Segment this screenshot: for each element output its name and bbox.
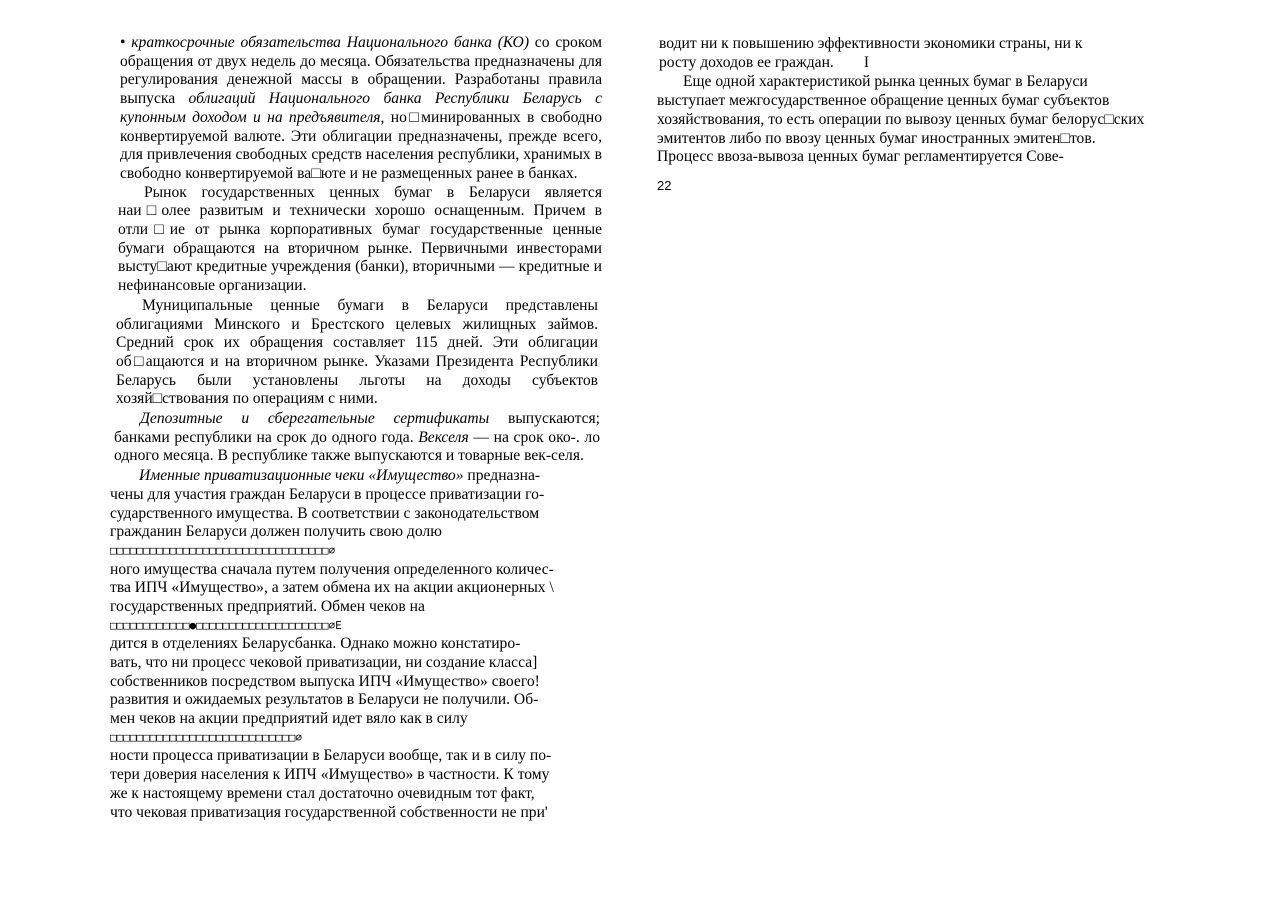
paragraph-ko	[110, 34, 602, 184]
garbled-line: □□□□□□□□□□□□□□□□□□□□□□□□□□□□□□□□□∅	[110, 543, 336, 557]
paragraph-certificates	[110, 410, 600, 466]
text-line: ности процесса приватизации в Беларуси вообще, так и в силу по-	[110, 747, 552, 765]
left-column	[110, 34, 602, 822]
paragraph-text: со сроком обращения от двух недель до месяца. Обязательства предназначены для регулирования денежной массы в обращении. Разработаны правила выпуска	[120, 34, 602, 108]
term-ko: краткосрочные обязательства Национального банка (КО)	[131, 34, 530, 51]
term-bills: Векселя	[418, 428, 469, 446]
text-line: тери доверия населения к ИПЧ «Имущество» в частности. К тому	[110, 766, 550, 784]
bullet: •	[120, 34, 126, 51]
garbled-line: □□□□□□□□□□□□●□□□□□□□□□□□□□□□□□□□□∅E	[110, 618, 342, 632]
text-line: государственных предприятий. Обмен чеков на	[110, 597, 425, 615]
garbled-line: □□□□□□□□□□□□□□□□□□□□□□□□□□□□∅	[110, 730, 303, 744]
page-number: 22	[657, 177, 672, 193]
paragraph-interstate: Еще одной характеристикой рынка ценных бумаг в Беларуси выступает межгосударственное обращение ценных бумаг субъектов хозяйствования, то есть операции по вывозу ценных бумаг белорус□ских эмитентов либо по ввозу ценных бумаг иностранных эмитен□тов. Процесс ввоза-вывоза ценных бумаг регламентируется Сове-	[657, 73, 1145, 166]
text-line: тва ИПЧ «Имущество», а затем обмена их на акции акционерных \	[110, 579, 554, 597]
paragraph-text: выпускаются; банками республики на срок до одного года.	[114, 410, 600, 446]
text-line: собственников посредством выпуска ИПЧ «Имущество» своего!	[110, 672, 540, 690]
text-line: водит ни к повышению эффективности экономики страны, ни к	[659, 35, 1083, 52]
right-column	[657, 35, 1145, 196]
paragraph-gov-securities: Рынок государственных ценных бумаг в Беларуси является наи□олее развитым и технически хорошо оснащенным. Причем в отли□ие от рынка корпоративных бумаг государственные ценные бумаги обращаются на вторичном рынке. Первичными инвесторами высту□ают кредитные учреждения (банки), вторичными — кредитные и нефинансовые организации.	[118, 183, 602, 295]
text-line: развития и ожидаемых результатов в Беларуси не получили. Об-	[110, 691, 539, 709]
paragraph-privatization	[110, 467, 580, 822]
text-line: мен чеков на акции предприятий идет вяло как в силу	[110, 710, 468, 728]
paragraph-text: — на срок око-. ло одного месяца. В республике также выпускаются и товарные век-селя.	[114, 428, 600, 465]
text-line: дится в отделениях Беларусбанка. Однако можно констатиро-	[110, 635, 521, 653]
text-line: что чековая приватизация государственной собственности не при'	[110, 803, 548, 821]
text-line: Именные приватизационные чеки «Имущество» предназна-	[139, 467, 541, 485]
paragraph-text: но□минированных в свободно конвертируемой валюте. Эти облигации предназначены, прежде всего, для привлечения свободных средств населения республики, хранимых в свободно конвертируемой ва□юте и не размещенных ранее в банках.	[120, 108, 602, 182]
term-certificates: Депозитные и сберегательные сертификаты	[140, 410, 490, 428]
term-checks: Именные приватизационные чеки «Имущество»	[139, 467, 464, 485]
paragraph-municipal: Муниципальные ценные бумаги в Беларуси представлены облигациями Минского и Брестского целевых жилищных займов. Средний срок их обращения составляет 115 дней. Эти облигации об□ащаются и на вторичном рынке. Указами Президента Республики Беларусь были установлены льготы на доходы субъектов хозяй□ствования по операциям с ними.	[116, 296, 598, 408]
paragraph-continuation	[657, 35, 1145, 72]
text-line: же к настоящему времени стал достаточно очевидным тот факт,	[110, 784, 535, 802]
text-line: чены для участия граждан Беларуси в процессе приватизации го-	[110, 485, 545, 503]
text-line: росту доходов ее граждан. I	[659, 53, 870, 71]
text-line: ного имущества сначала путем получения определенного количес-	[110, 560, 554, 578]
text-line: сударственного имущества. В соответствии с законодательством	[110, 504, 540, 522]
margin-mark: I	[863, 53, 870, 71]
term-bonds: облигаций Национального банка Республики Беларусь с купонным доходом и на предъявителя,	[120, 90, 602, 126]
text-line: вать, что ни процесс чековой приватизации, ни создание класса]	[110, 653, 538, 671]
text-line: гражданин Беларуси должен получить свою долю	[110, 523, 442, 541]
